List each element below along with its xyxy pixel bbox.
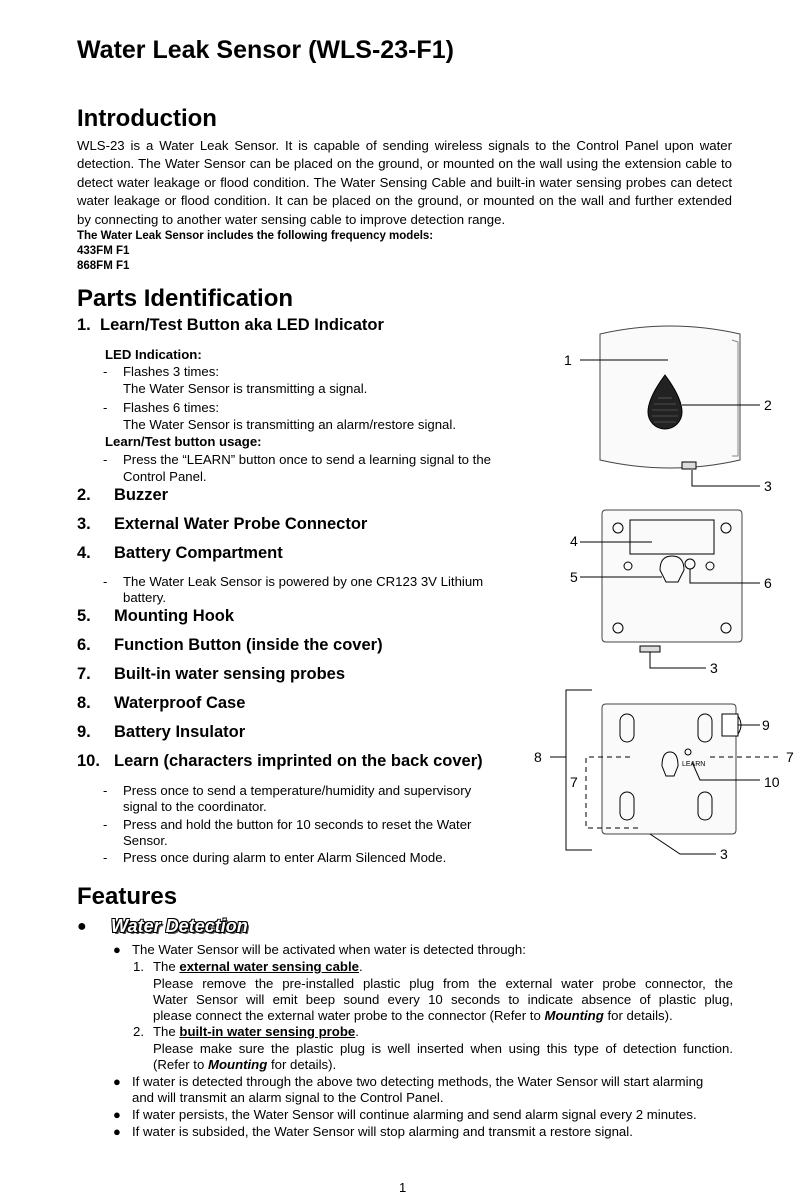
model-item: 868FM F1 — [77, 260, 130, 273]
page-number: 1 — [399, 1180, 407, 1195]
callout-label-3: 3 — [720, 846, 728, 862]
features-heading: Features — [77, 883, 178, 910]
numbered-item: 1. The external water sensing cable. — [133, 959, 363, 974]
callout-label-7: 7 — [570, 774, 578, 790]
feature-bullet: ● If water persists, the Water Sensor will continue alarming and send alarm signal every 2 minutes. — [113, 1107, 697, 1122]
connector-1 — [682, 462, 696, 469]
callout-label-3: 3 — [764, 478, 772, 494]
callout-label-8: 8 — [534, 749, 542, 765]
page-title: Water Leak Sensor (WLS-23-F1) — [77, 36, 454, 64]
part-item: 3. External Water Probe Connector — [77, 515, 368, 533]
led-item: - Flashes 3 times: — [103, 364, 220, 379]
part-item: 7. Built-in water sensing probes — [77, 665, 346, 683]
back-cover — [602, 704, 736, 834]
external-cable-link: external water sensing cable — [179, 959, 359, 974]
callout-label-1: 1 — [564, 352, 572, 368]
numbered-desc: Water Sensor will emit beep sound every 10 seconds to indicate absence of plastic plug, — [153, 992, 733, 1007]
battery-item: - The Water Leak Sensor is powered by one CR123 3V Lithium — [103, 574, 484, 589]
models-label: The Water Leak Sensor includes the following frequency models: — [77, 230, 434, 243]
builtin-probe-link: built-in water sensing probe — [179, 1024, 356, 1039]
callout-3a — [692, 470, 760, 486]
callout-label-2: 2 — [764, 397, 772, 413]
part-item: 1. Learn/Test Button aka LED Indicator — [77, 316, 384, 334]
feature-bullet: ● If water is detected through the above two detecting methods, the Water Sensor will start alarming — [113, 1074, 704, 1089]
battery-insulator — [722, 714, 738, 736]
learn10-item: - Press and hold the button for 10 seconds to reset the Water — [103, 817, 472, 832]
device-diagram — [520, 320, 808, 865]
features-body — [77, 918, 737, 1138]
led-item-desc: The Water Sensor is transmitting a signal. — [123, 381, 368, 396]
numbered-item: 2. The built-in water sensing probe. — [133, 1024, 359, 1039]
intro-paragraph: WLS-23 is a Water Leak Sensor. It is capable of sending wireless signals to the Control Panel upon water detection. The Water Sensor can be placed on the ground, or mounted on the wall using the extension cable to detect water leakage or flood condition. The Water Sensing Cable and built-in water sensing probes can detect water leakage or flood condition. It can be placed on the ground, or mounted on the wall and further extended by connecting to another water sensing cable to improve detection range. — [77, 138, 732, 227]
learn-item: - Press the “LEARN” button once to send a learning signal to the — [103, 452, 492, 467]
callout-label-6: 6 — [764, 575, 772, 591]
feature-bullet-cont: and will transmit an alarm signal to the Control Panel. — [132, 1090, 444, 1105]
learn10-item-cont: signal to the coordinator. — [123, 799, 267, 814]
callout-3b — [650, 652, 706, 668]
part-item: 6. Function Button (inside the cover) — [77, 636, 383, 654]
part-item: 10. Learn (characters imprinted on the back cover) — [77, 752, 483, 770]
learn-usage-label: Learn/Test button usage: — [105, 434, 262, 449]
battery-item-cont: battery. — [123, 590, 167, 605]
parts-heading: Parts Identification — [77, 285, 294, 312]
led-item: - Flashes 6 times: — [103, 400, 220, 415]
callout-label-7: 7 — [786, 749, 794, 765]
intro-body — [77, 137, 732, 274]
feature-bullet: ● The Water Sensor will be activated when water is detected through: — [113, 942, 526, 957]
model-item: 433FM F1 — [77, 245, 130, 258]
learn-item-cont: Control Panel. — [123, 469, 207, 484]
part-item: 8. Waterproof Case — [77, 694, 246, 712]
learn-imprint: LEARN — [682, 761, 706, 768]
learn10-item: - Press once during alarm to enter Alarm Silenced Mode. — [103, 850, 447, 865]
callout-label-3: 3 — [710, 660, 718, 676]
callout-label-5: 5 — [570, 569, 578, 585]
led-indication-label: LED Indication: — [105, 347, 202, 362]
learn10-item-cont: Sensor. — [123, 833, 168, 848]
bracket-8 — [566, 690, 592, 850]
callout-label-10: 10 — [764, 774, 780, 790]
numbered-desc: Please make sure the plastic plug is well inserted when using this type of detection function. — [153, 1041, 733, 1056]
learn10-item: - Press once to send a temperature/humidity and supervisory — [103, 783, 472, 798]
connector-2 — [640, 646, 660, 652]
callout-3c — [650, 834, 716, 854]
callout-label-4: 4 — [570, 533, 578, 549]
callout-label-9: 9 — [762, 717, 770, 733]
part-item: 4. Battery Compartment — [77, 544, 283, 562]
feature-bullet: ● If water is subsided, the Water Sensor will stop alarming and transmit a restore signal. — [113, 1124, 633, 1139]
water-detection-heading: ● Water Detection — [77, 916, 248, 936]
numbered-desc: (Refer to Mounting for details). — [153, 1057, 337, 1072]
numbered-desc: please connect the external water probe to the connector (Refer to Mounting for details). — [153, 1008, 673, 1023]
part-item: 2. Buzzer — [77, 486, 169, 504]
intro-heading: Introduction — [77, 105, 217, 132]
part-item: 5. Mounting Hook — [77, 607, 235, 625]
led-item-desc: The Water Sensor is transmitting an alarm/restore signal. — [123, 417, 456, 432]
numbered-desc: Please remove the pre-installed plastic plug from the external water probe connector, the — [153, 976, 733, 991]
part-item: 9. Battery Insulator — [77, 723, 246, 741]
